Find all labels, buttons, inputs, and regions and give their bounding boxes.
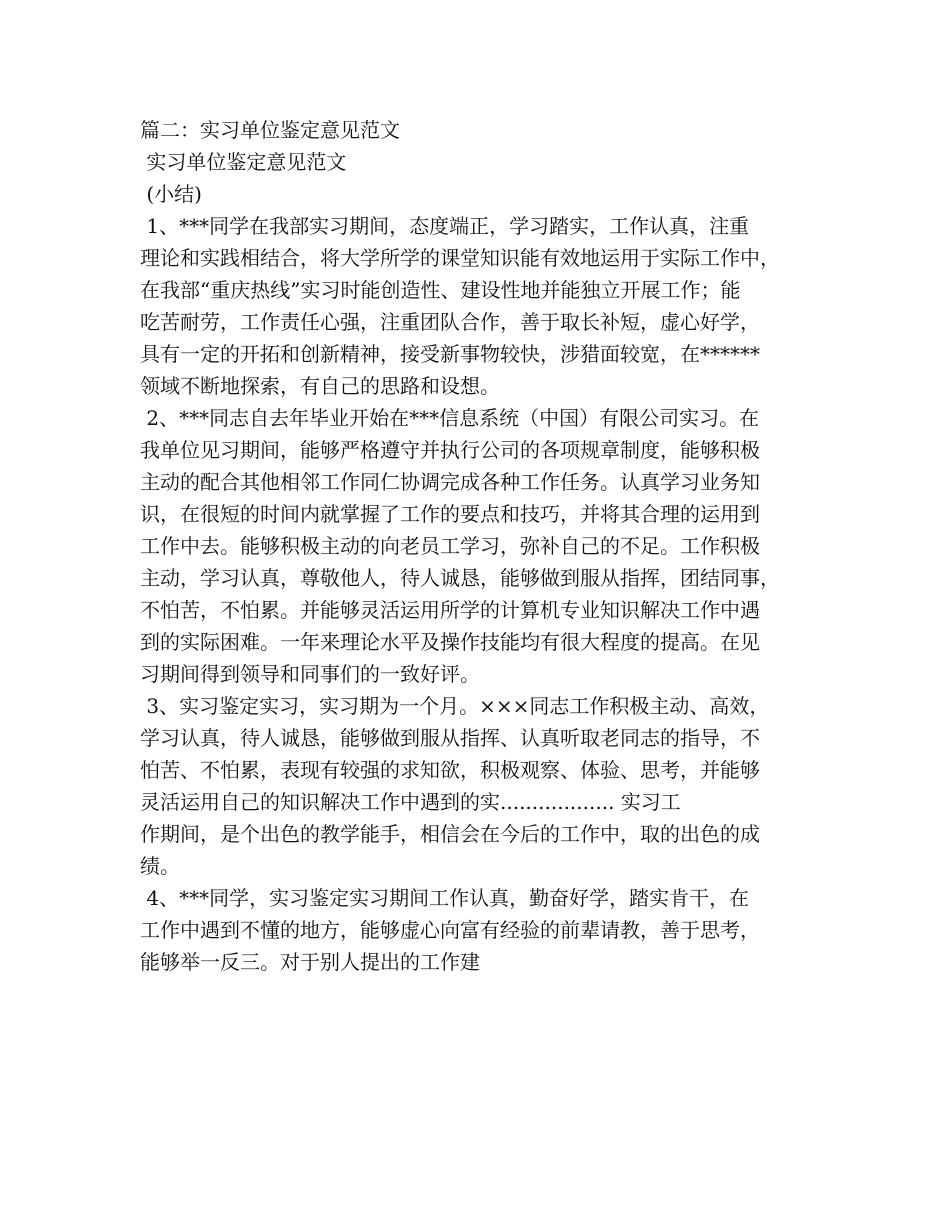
text-line: 1、***同学在我部实习期间，态度端正，学习踏实，工作认真，注重 — [140, 214, 750, 238]
text-line: 2、***同志自去年毕业开始在***信息系统（中国）有限公司实习。在 — [140, 406, 760, 430]
text-line: 作期间，是个出色的教学能手，相信会在今后的工作中，取的出色的成 — [140, 822, 760, 846]
text-line: 识，在很短的时间内就掌握了工作的要点和技巧，并将其合理的运用到 — [140, 502, 760, 526]
section-heading: 篇二：实习单位鉴定意见范文 — [140, 118, 400, 142]
text-line: 能够举一反三。对于别人提出的工作建 — [140, 950, 480, 974]
text-line: 到的实际困难。一年来理论水平及操作技能均有很大程度的提高。在见 — [140, 630, 760, 654]
document-subtitle: (小结) — [140, 182, 202, 206]
text-line: 吃苦耐劳，工作责任心强，注重团队合作，善于取长补短，虚心好学， — [140, 310, 760, 334]
text-line: 工作中去。能够积极主动的向老员工学习，弥补自己的不足。工作积极 — [140, 534, 760, 558]
text-line: 不怕苦，不怕累。并能够灵活运用所学的计算机专业知识解决工作中遇 — [140, 598, 760, 622]
document-body — [140, 114, 820, 978]
document-title: 实习单位鉴定意见范文 — [140, 150, 347, 174]
text-line: 4、***同学，实习鉴定实习期间工作认真，勤奋好学，踏实肯干，在 — [140, 886, 750, 910]
text-line: 习期间得到领导和同事们的一致好评。 — [140, 662, 480, 686]
text-line: 领域不断地探索，有自己的思路和设想。 — [140, 374, 500, 398]
text-line: 主动的配合其他相邻工作同仁协调完成各种工作任务。认真学习业务知 — [140, 470, 760, 494]
text-line: 在我部“重庆热线”实习时能创造性、建设性地并能独立开展工作；能 — [140, 278, 741, 302]
text-line: 灵活运用自己的知识解决工作中遇到的实.................. 实习工 — [140, 790, 681, 814]
text-line: 3、实习鉴定实习，实习期为一个月。×××同志工作积极主动、高效， — [140, 694, 770, 718]
text-line: 学习认真，待人诚恳，能够做到服从指挥、认真听取老同志的指导，不 — [140, 726, 760, 750]
text-line: 工作中遇到不懂的地方，能够虚心向富有经验的前辈请教，善于思考， — [140, 918, 760, 942]
text-line: 理论和实践相结合，将大学所学的课堂知识能有效地运用于实际工作中， — [140, 246, 780, 270]
text-line: 具有一定的开拓和创新精神，接受新事物较快，涉猎面较宽，在****** — [140, 342, 760, 366]
text-line: 绩。 — [140, 854, 180, 878]
text-line: 主动，学习认真，尊敬他人，待人诚恳，能够做到服从指挥，团结同事， — [140, 566, 780, 590]
text-line: 我单位见习期间，能够严格遵守并执行公司的各项规章制度，能够积极 — [140, 438, 760, 462]
text-line: 怕苦、不怕累，表现有较强的求知欲，积极观察、体验、思考，并能够 — [140, 758, 760, 782]
